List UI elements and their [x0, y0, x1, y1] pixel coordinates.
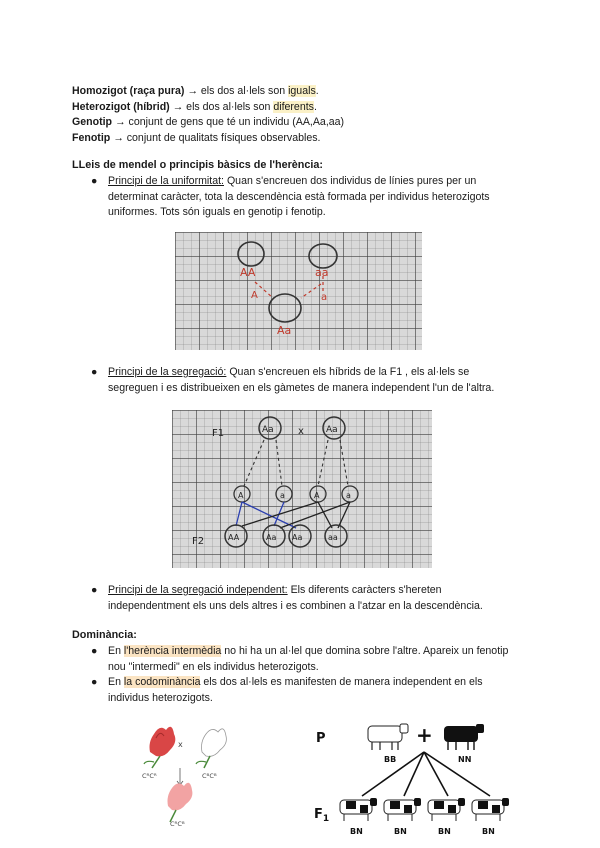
parent-right-genotype: CᴮCᴮ — [202, 772, 217, 780]
bullet-dot-icon: ● — [91, 584, 98, 596]
gamete: a — [280, 491, 285, 500]
definition-fenotip — [72, 131, 532, 147]
white-flower-icon — [196, 729, 226, 768]
parent-left-genotype: AA — [240, 266, 256, 279]
gamete-left: A — [251, 290, 258, 301]
spotted-cow-icon — [384, 798, 421, 821]
parent-right-genotype: aa — [315, 266, 329, 279]
red-flower-icon — [144, 727, 175, 768]
white-cow-icon — [368, 724, 408, 750]
laws-heading: LLeis de mendel o principis bàsics de l'herència: — [72, 159, 323, 171]
plus-symbol: + — [416, 723, 433, 747]
gamete: A — [238, 491, 244, 500]
principle-name: Principi de la uniformitat: — [108, 175, 224, 187]
definition-heterozigot — [72, 100, 532, 116]
offspring-genotype: aa — [328, 533, 338, 542]
flower-cross-illustration — [130, 712, 250, 830]
cow-codominance-illustration — [310, 712, 535, 840]
definition-text: els dos al·lels son — [183, 100, 274, 113]
arrow: → — [187, 85, 198, 97]
cross-symbol: x — [178, 740, 183, 749]
offspring-genotype: AA — [228, 533, 240, 542]
parent-right-genotype: Aa — [326, 425, 338, 435]
child-genotype: CᴿCᴮ — [170, 820, 185, 828]
spotted-cow-icon — [340, 798, 377, 821]
gamete: a — [346, 491, 351, 500]
highlighted-term: l'herència intermèdia — [123, 645, 222, 657]
term: Genotip — [72, 116, 113, 129]
arrow: → — [114, 116, 126, 129]
offspring-genotype: BN — [350, 827, 363, 836]
parent-left-genotype: BB — [384, 755, 397, 764]
definition-homozigot — [72, 84, 532, 100]
child-genotype: Aa — [277, 324, 292, 337]
bullet-dot-icon: ● — [91, 366, 98, 378]
bullet-codominancia: ● En la codominància els dos al·lels es manifesten de manera independent en els individus heterozigots. — [91, 676, 483, 704]
principle-text: Quan s'encreuen els híbrids de la F1 , els al·lels se segreguen i es distribueixen en els gàmetes de manera independent l'un de l'altra. — [108, 366, 495, 394]
highlighted-term: la codominància — [123, 676, 201, 688]
highlighted-word: iguals — [288, 85, 316, 97]
gamete: A — [314, 491, 320, 500]
period: . — [313, 100, 317, 113]
principle-text: Els diferents caràcters s'hereten independentment els uns dels altres i es combinen a l'atzar en la descendència. — [108, 584, 483, 612]
gamete-right: a — [321, 292, 328, 303]
offspring-genotype: BN — [482, 827, 495, 836]
spotted-cow-icon — [428, 798, 465, 821]
f1-label: F1 — [212, 428, 225, 439]
principle-name: Principi de la segregació: — [108, 366, 227, 378]
term: Homozigot (raça pura) — [72, 85, 185, 97]
f1-label: $F_1$ — [314, 807, 330, 824]
parent-right-genotype: NN — [458, 755, 472, 764]
principle-name: Principi de la segregació independent: — [108, 584, 288, 596]
p-label: P — [316, 731, 326, 746]
sketch-segregacio-drawing — [172, 410, 432, 568]
term: Heterozigot (híbrid) — [72, 100, 170, 113]
offspring-genotype: Aa — [292, 533, 303, 542]
dominancia-heading: Dominància: — [72, 629, 137, 641]
spotted-cow-icon — [472, 798, 509, 821]
definitions-list — [72, 84, 532, 146]
bullet-segregacio — [92, 365, 522, 396]
bullet-segregacio-independent — [92, 583, 522, 614]
bullet-uniformitat — [92, 174, 522, 221]
sketch-uniformitat-drawing — [175, 232, 422, 350]
definition-text: conjunt de qualitats físiques observables. — [123, 131, 321, 144]
f2-label: F2 — [192, 536, 205, 547]
offspring-genotype: BN — [394, 827, 407, 836]
bullet-dot-icon: ● — [91, 645, 98, 657]
parent-left-genotype: CᴿCᴿ — [142, 772, 157, 780]
arrow: → — [172, 100, 184, 113]
term: Fenotip — [72, 131, 111, 144]
sketch-uniformitat-photo — [175, 232, 422, 350]
bullet-herencia-intermedia: ● En l'herència intermèdia no hi ha un al·lel que domina sobre l'altre. Apareix un fenotip nou "intermedi" en els individus heterozigots. — [91, 645, 509, 673]
offspring-genotype: BN — [438, 827, 451, 836]
definition-text: els dos al·lels son — [197, 85, 289, 97]
bullet-dot-icon: ● — [91, 175, 98, 187]
sketch-segregacio-photo — [172, 410, 432, 568]
black-cow-icon — [444, 724, 484, 750]
principle-text: Quan s'encreuen dos individus de línies pures per un determinat caràcter, tota la descendència està formada per individus heterozigots uniformes. Tots són iguals en genotip i fenotip. — [108, 175, 490, 219]
bullet-dot-icon: ● — [91, 676, 98, 688]
definition-text: conjunt de gens que té un individu (AA,Aa,aa) — [125, 116, 345, 129]
highlighted-word: diferents — [273, 100, 314, 113]
cross-symbol: x — [298, 426, 304, 437]
arrow: → — [113, 131, 124, 144]
definition-genotip — [72, 115, 532, 131]
period: . — [315, 85, 319, 97]
parent-left-genotype: Aa — [262, 425, 274, 435]
offspring-genotype: Aa — [266, 533, 277, 542]
pink-flower-icon — [168, 783, 193, 822]
